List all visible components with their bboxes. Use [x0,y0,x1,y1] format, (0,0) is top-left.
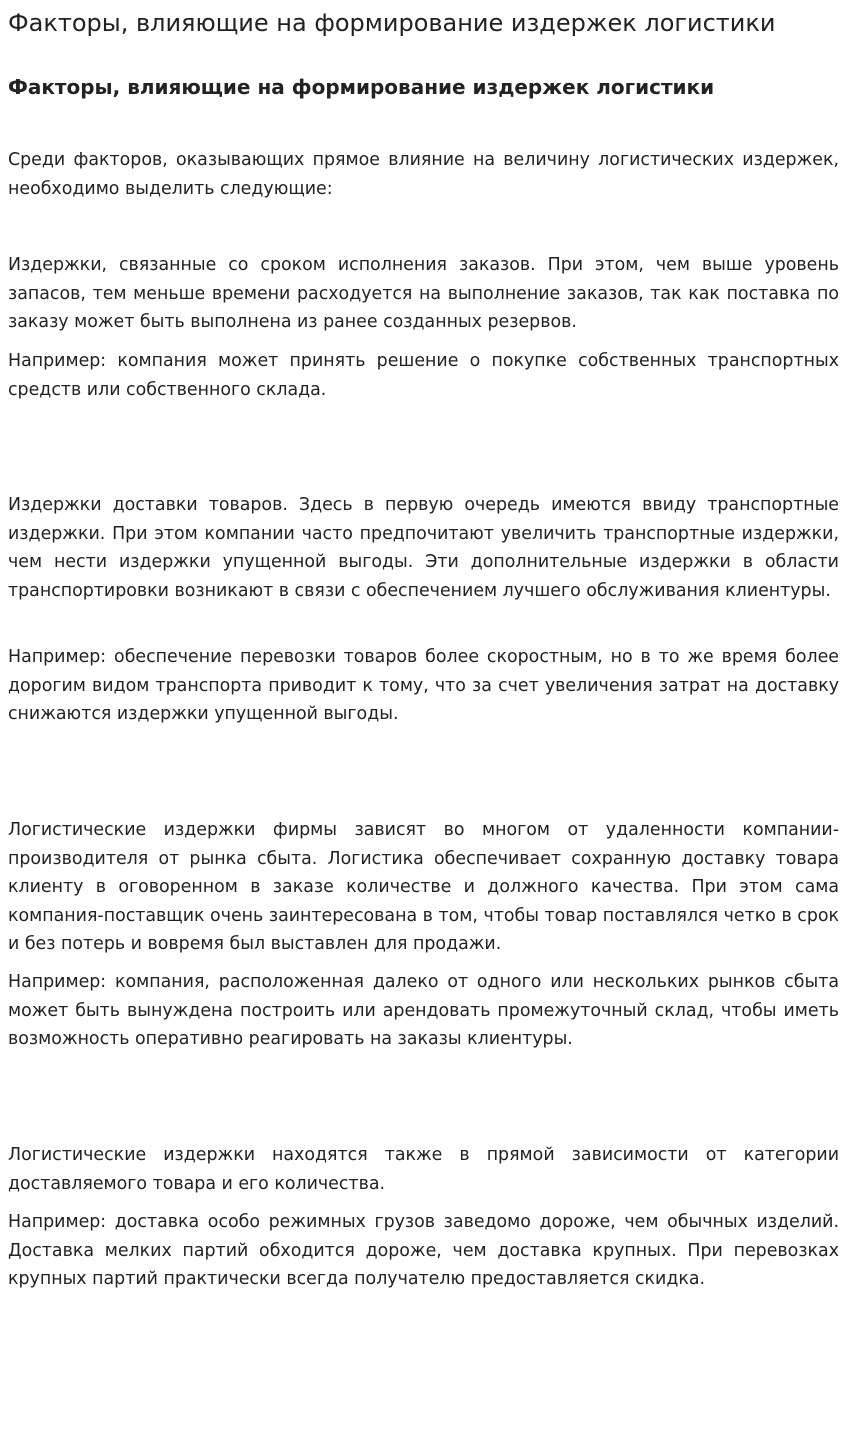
factor-2-statement: Издержки доставки товаров. Здесь в первую очередь имеются ввиду транспортные издержки. При этом компании часто предпочитают увеличить транспортные издержки, чем нести издержки упущенной выгоды. Эти дополнительные издержки в области транспортировки возникают в связи с обеспечением лучшего обслуживания клиентуры. [8,495,839,601]
article-heading: Факторы, влияющие на формирование издержек логистики [8,75,715,99]
factor-2-example: Например: обеспечение перевозки товаров более скоростным, но в то же время более дорогим видом транспорта приводит к тому, что за счет увеличения затрат на доставку снижаются издержки упущенной выгоды. [8,647,839,724]
intro-paragraph: Среди факторов, оказывающих прямое влияние на величину логистических издержек, необходимо выделить следующие: [8,150,839,199]
factor-4-statement: Логистические издержки находятся также в прямой зависимости от категории доставляемого товара и его количества. [8,1145,839,1194]
factor-1-example: Например: компания может принять решение о покупке собственных транспортных средств или собственного склада. [8,351,839,400]
factor-1-statement: Издержки, связанные со сроком исполнения заказов. При этом, чем выше уровень запасов, тем меньше времени расходуется на выполнение заказов, так как поставка по заказу может быть выполнена из ранее созданных резервов. [8,255,839,332]
document-title: Факторы, влияющие на формирование издержек логистики [8,9,776,37]
factor-3-example: Например: компания, расположенная далеко от одного или нескольких рынков сбыта может быть вынуждена построить или арендовать промежуточный склад, чтобы иметь возможность оперативно реагировать на заказы клиентуры. [8,972,839,1049]
factor-4-example: Например: доставка особо режимных грузов заведомо дороже, чем обычных изделий. Доставка мелких партий обходится дороже, чем доставка крупных. При перевозках крупных партий практически всегда получателю предоставляется скидка. [8,1212,839,1289]
factor-3-statement: Логистические издержки фирмы зависят во многом от удаленности компании-производителя от рынка сбыта. Логистика обеспечивает сохранную доставку товара клиенту в оговоренном в заказе количестве и должного качества. При этом сама компания-поставщик очень заинтересована в том, чтобы товар поставлялся четко в срок и без потерь и вовремя был выставлен для продажи. [8,820,839,954]
